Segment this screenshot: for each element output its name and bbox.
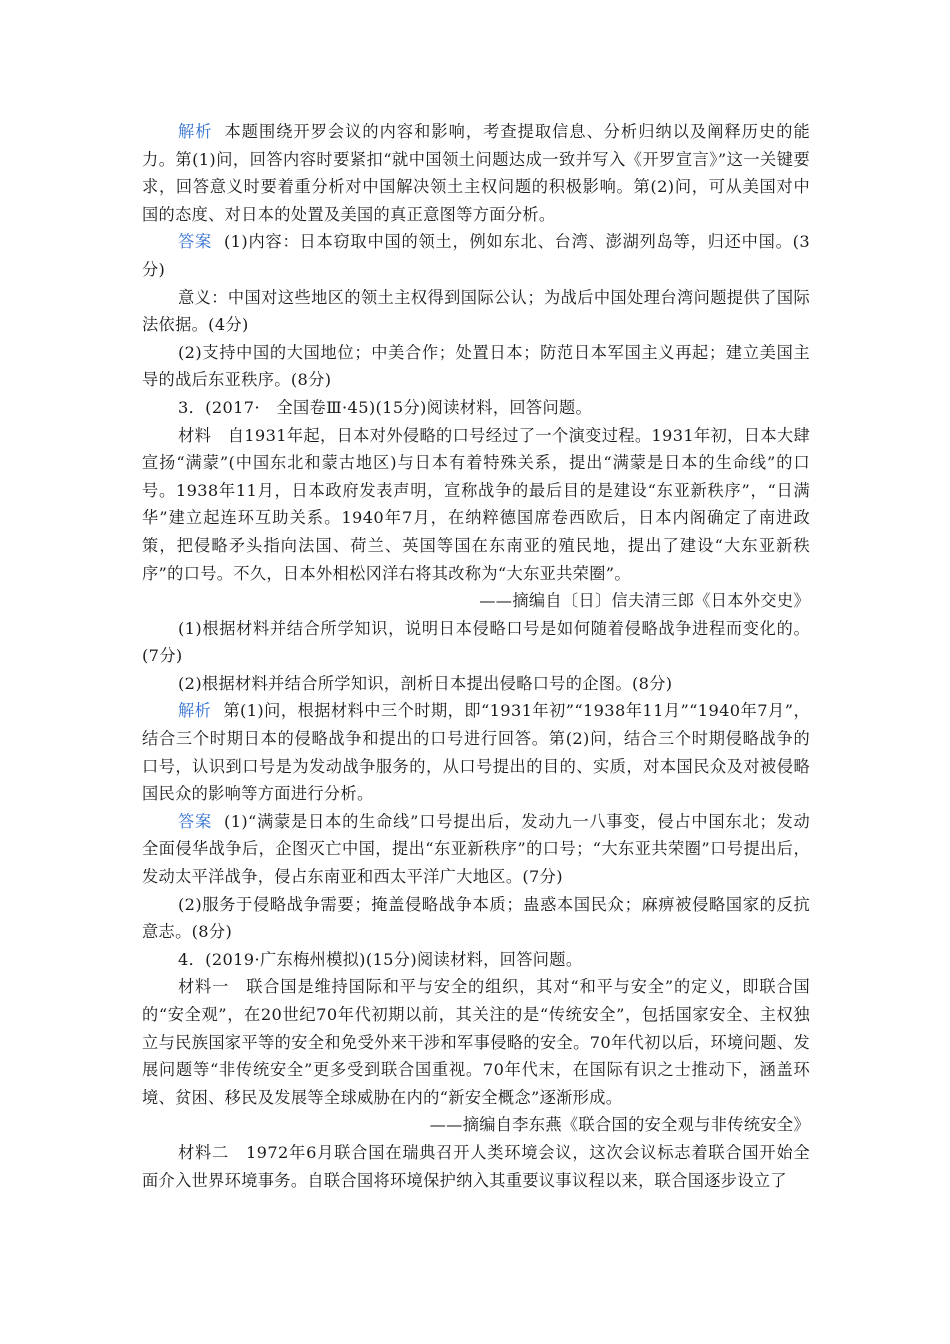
- question-3-part-2: (2)根据材料并结合所学知识，剖析日本提出侵略口号的企图。(8分): [178, 673, 673, 693]
- answer-part-2: (2)支持中国的大国地位；中美合作；处置日本；防范日本军国主义再起；建立美国主导的战后东亚秩序。(8分): [142, 342, 810, 390]
- analysis-paragraph: [142, 118, 810, 228]
- question-4-source: ——摘编自李东燕《联合国的安全观与非传统安全》: [429, 1115, 810, 1135]
- analysis-label: 解析: [178, 701, 212, 721]
- question-4-material-1: 材料一 联合国是维持国际和平与安全的组织，其对“和平与安全”的定义，即联合国的“安全观”，在20世纪70年代初期以前，其关注的是“传统安全”，包括国家安全、主权独立与民族国家平等的安全和免受外来干涉和军事侵略的安全。70年代初以后，环境问题、发展问题等“非传统安全”更多受到联合国重视。70年代末，在国际有识之士推动下，涵盖环境、贫困、移民及发展等全球威胁在内的“新安全概念”逐渐形成。: [142, 977, 810, 1107]
- question-3-part-1: (1)根据材料并结合所学知识，说明日本侵略口号是如何随着侵略战争进程而变化的。(7分): [142, 618, 810, 666]
- analysis-text: 本题围绕开罗会议的内容和影响，考查提取信息、分析归纳以及阐释历史的能力。第(1)问，回答内容时要紧扣“就中国领土问题达成一致并写入《开罗宣言》”这一关键要求，回答意义时要着重分析对中国解决领土主权问题的积极影响。第(2)问，可从美国对中国的态度、对日本的处置及美国的真正意图等方面分析。: [142, 122, 810, 224]
- answer-paragraph: [142, 228, 810, 283]
- answer-label: 答案: [178, 232, 213, 252]
- analysis-text: 第(1)问，根据材料中三个时期，即“1931年初”“1938年11月”“1940年7月”，结合三个时期日本的侵略战争和提出的口号进行回答。第(2)问，结合三个时期侵略战争的口号，认识到口号是为发动战争服务的，从口号提出的目的、实质，对本国民众及对被侵略国民众的影响等方面进行分析。: [142, 701, 810, 804]
- answer-text: (1)内容：日本窃取中国的领土，例如东北、台湾、澎湖列岛等，归还中国。(3分): [142, 232, 810, 279]
- answer-significance: 意义：中国对这些地区的领土主权得到国际公认；为战后中国处理台湾问题提供了国际法依据。(4分): [142, 287, 810, 335]
- question-3-source: ——摘编自〔日〕信夫清三郎《日本外交史》: [479, 591, 810, 611]
- question-3-material: 材料 自1931年起，日本对外侵略的口号经过了一个演变过程。1931年初，日本大肆宣扬“满蒙”(中国东北和蒙古地区)与日本有着特殊关系，提出“满蒙是日本的生命线”的口号。1938年11月，日本政府发表声明，宣称战争的最后目的是建设“东亚新秩序”，“日满华”建立起连环互助关系。1940年7月，在纳粹德国席卷西欧后，日本内阁确定了南进政策，把侵略矛头指向法国、荷兰、英国等国在东南亚的殖民地，提出了建设“大东亚新秩序”的口号。不久，日本外相松冈洋右将其改称为“大东亚共荣圈”。: [142, 425, 810, 583]
- answer-label: 答案: [178, 811, 213, 831]
- question-3-heading: 3．(2017· 全国卷Ⅲ·45)(15分)阅读材料，回答问题。: [178, 397, 593, 417]
- answer-text: (1)“满蒙是日本的生命线”口号提出后，发动九一八事变，侵占中国东北；发动全面侵华战争后，企图灭亡中国，提出“东亚新秩序”的口号；“大东亚共荣圈”口号提出后，发动太平洋战争，侵占东南亚和西太平洋广大地区。(7分): [142, 811, 811, 887]
- question-4-heading: 4．(2019·广东梅州模拟)(15分)阅读材料，回答问题。: [178, 949, 583, 969]
- analysis-label: 解析: [178, 122, 213, 141]
- analysis-paragraph: [142, 697, 810, 807]
- answer-part-2: (2)服务于侵略战争需要；掩盖侵略战争本质；蛊惑本国民众；麻痹被侵略国家的反抗意志。(8分): [142, 894, 810, 942]
- answer-paragraph: [142, 808, 810, 891]
- question-4-material-2: 材料二 1972年6月联合国在瑞典召开人类环境会议，这次会议标志着联合国开始全面介入世界环境事务。自联合国将环境保护纳入其重要议事议程以来，联合国逐步设立了: [142, 1142, 810, 1190]
- document-page: [142, 118, 810, 1194]
